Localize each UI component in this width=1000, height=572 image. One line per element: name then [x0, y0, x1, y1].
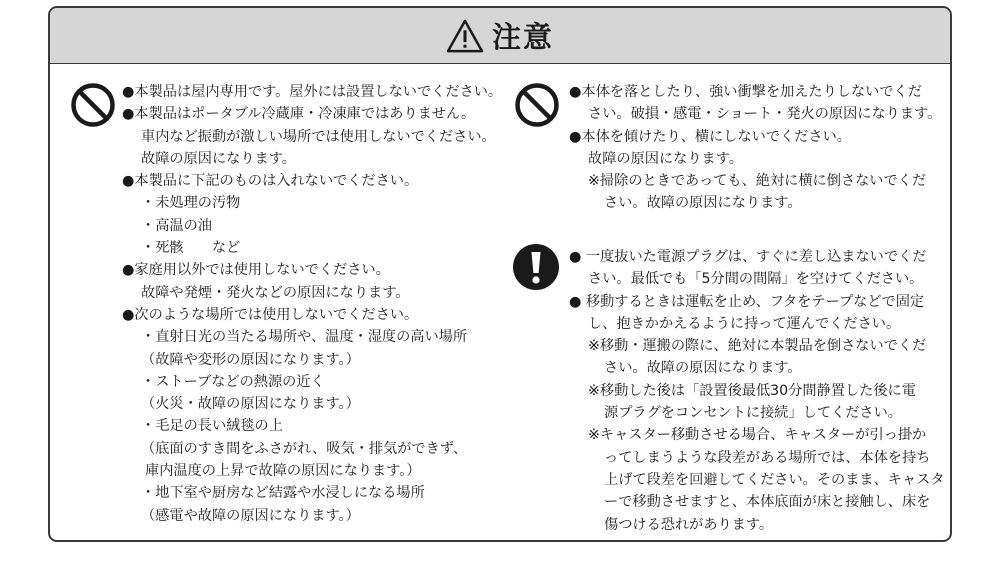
- right-bottom-caution-list: [569, 246, 945, 536]
- caution-text-line: 庫内温度の上昇で故障の原因になります。）: [145, 463, 421, 480]
- caution-text-line: ●本製品はポータブル冷蔵庫・冷凍庫ではありません。: [122, 106, 476, 123]
- prohibition-icon: [70, 82, 116, 128]
- caution-text-line: ってしまうような段差がある場所では、本体を持ち: [604, 449, 931, 466]
- caution-text-line: ーで移動させますと、本体底面が床と接触し、床を: [604, 494, 931, 511]
- caution-panel: [48, 6, 952, 542]
- caution-text-line: さい。最低でも「5分間の間隔」を空けてください。: [588, 271, 924, 288]
- caution-text-line: 故障の原因になります。: [141, 150, 296, 167]
- caution-text-line: ※キャスター移動させる場合、キャスターが引っ掛か: [588, 427, 927, 444]
- caution-text-line: （感電や故障の原因になります。）: [141, 507, 360, 524]
- caution-text-line: ・高温の油: [141, 217, 212, 234]
- caution-text-line: ● 移動するときは運転を止め、フタをテープなどで固定: [569, 293, 925, 310]
- caution-text-line: ※移動・運搬の際に、絶対に本製品を倒さないでくだ: [588, 338, 927, 355]
- caution-text-line: ・毛足の長い絨毯の上: [141, 418, 283, 435]
- caution-text-line: （底面のすき間をふさがれ、吸気・排気ができず、: [141, 440, 468, 457]
- caution-text-line: ・死骸 など: [141, 240, 241, 257]
- caution-text-line: ※掃除のときであっても、絶対に横に倒さないでくだ: [588, 173, 927, 190]
- caution-text-line: 故障や発煙・発火などの原因になります。: [141, 284, 410, 301]
- caution-text-line: ●家庭用以外では使用しないでください。: [122, 262, 390, 279]
- caution-text-line: 故障の原因になります。: [588, 150, 743, 167]
- prohibition-icon: [514, 82, 560, 128]
- caution-text-line: ●本製品は屋内専用です。屋外には設置しないでください。: [122, 84, 503, 100]
- warning-triangle-icon: [446, 19, 484, 53]
- caution-text-line: ・ストーブなどの熱源の近く: [141, 373, 325, 390]
- caution-text-line: し、抱きかかえるように持って運んでください。: [588, 315, 901, 332]
- caution-header: [50, 8, 950, 64]
- caution-text-line: ・未処理の汚物: [141, 195, 241, 212]
- caution-title: 注意: [491, 20, 554, 54]
- right-top-caution-list: [569, 81, 941, 215]
- caution-text-line: ※移動した後は「設置後最低30分間静置した後に電: [588, 382, 916, 399]
- caution-text-line: ●次のような場所では使用しないでください。: [122, 306, 419, 323]
- caution-text-line: さい。破損・感電・ショート・発火の原因になります。: [588, 106, 942, 123]
- caution-text-line: ・地下室や厨房など結露や水浸しになる場所: [141, 485, 425, 502]
- caution-text-line: ・直射日光の当たる場所や、温度・湿度の高い場所: [141, 329, 468, 346]
- caution-text-line: 傷つける恐れがあります。: [604, 516, 774, 533]
- caution-text-line: ●本製品に下記のものは入れないでください。: [122, 173, 419, 190]
- left-caution-list: [122, 81, 502, 527]
- caution-text-line: ●本体を傾けたり、横にしないでください。: [569, 128, 851, 145]
- exclamation-icon: [512, 243, 560, 291]
- caution-text-line: （火災・故障の原因になります。）: [141, 396, 360, 413]
- caution-text-line: ● 一度抜いた電源プラグは、すぐに差し込まないでくだ: [569, 249, 927, 265]
- caution-text-line: さい。故障の原因になります。: [604, 360, 802, 377]
- caution-text-line: 源プラグをコンセントに接続」してください。: [604, 405, 902, 422]
- caution-text-line: ●本体を落としたり、強い衝撃を加えたりしないでくだ: [569, 84, 922, 100]
- caution-text-line: さい。故障の原因になります。: [604, 195, 802, 212]
- caution-text-line: 車内など振動が激しい場所では使用しないでください。: [141, 128, 496, 145]
- caution-text-line: 上げて段差を回避してください。そのまま、キャスタ: [604, 471, 945, 488]
- caution-text-line: （故障や変形の原因になります。）: [141, 351, 360, 368]
